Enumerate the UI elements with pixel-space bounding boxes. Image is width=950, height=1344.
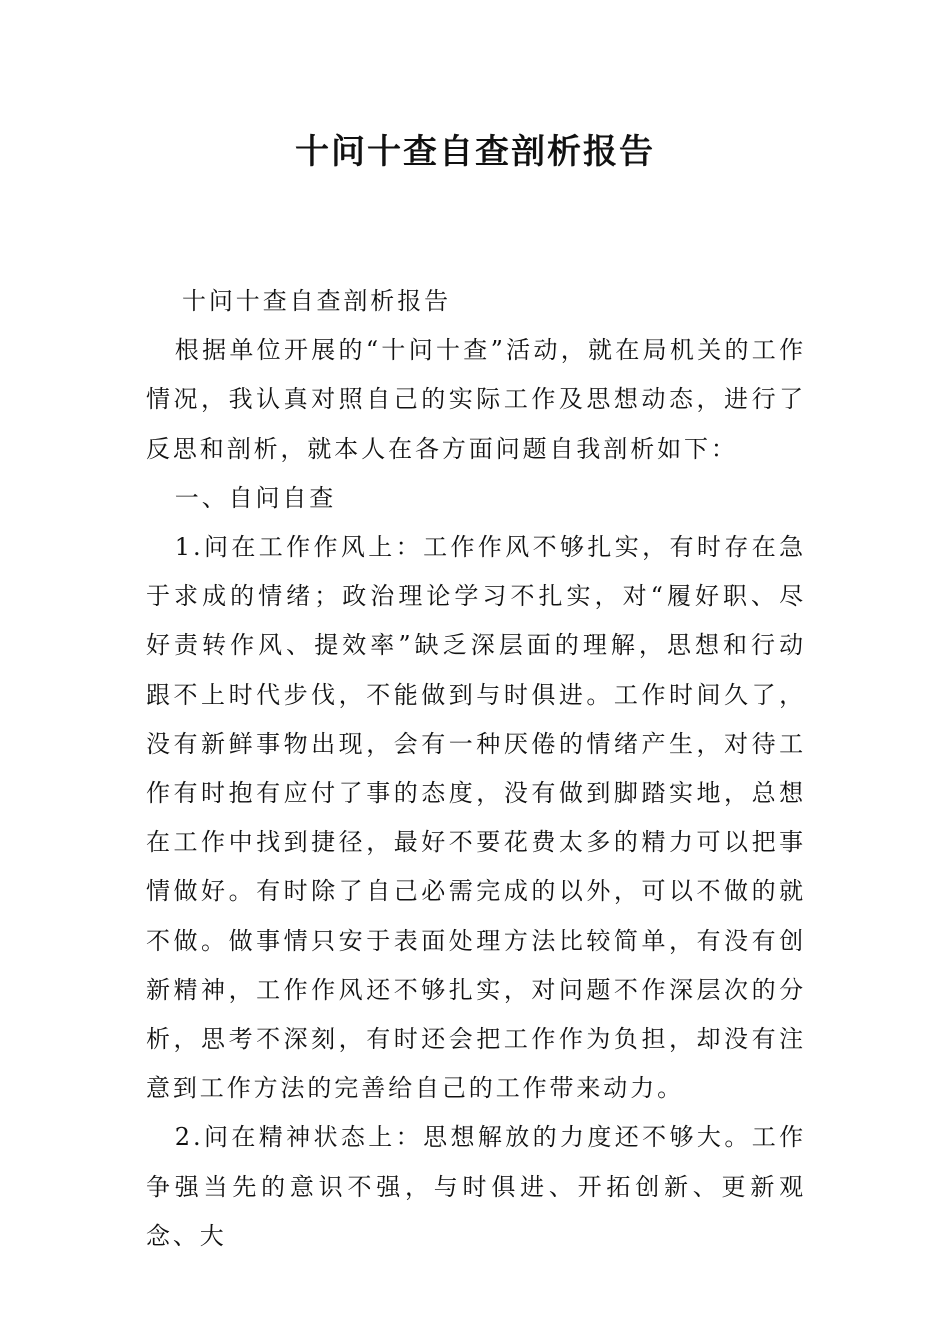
paragraph-mental-state: 2.问在精神状态上：思想解放的力度还不够大。工作争强当先的意识不强，与时俱进、开拓创新、更新观念、大 xyxy=(146,1123,806,1250)
paragraph-work-style: 1.问在工作作风上：工作作风不够扎实，有时存在急于求成的情绪；政治理论学习不扎实，对“履好职、尽好责转作风、提效率”缺乏深层面的理解，思想和行动跟不上时代步伐，不能做到与时俱进。工作时间久了，没有新鲜事物出现，会有一种厌倦的情绪产生，对待工作有时抱有应付了事的态度，没有做到脚踏实地，总想在工作中找到捷径，最好不要花费太多的精力可以把事情做好。有时除了自己必需完成的以外，可以不做的就不做。做事情只安于表面处理方法比较简单，有没有创新精神，工作作风还不够扎实，对问题不作深层次的分析，思考不深刻，有时还会把工作作为负担，却没有注意到工作方法的完善给自己的工作带来动力。 xyxy=(146,533,806,1103)
section-heading: 一、自问自查 xyxy=(174,483,337,512)
document-subtitle: 十问十查自查剖析报告 xyxy=(182,287,451,315)
document-body xyxy=(146,277,806,1261)
intro-paragraph: 根据单位开展的“十问十查”活动，就在局机关的工作情况，我认真对照自己的实际工作及思想动态，进行了反思和剖析，就本人在各方面问题自我剖析如下： xyxy=(146,336,806,463)
document-title: 十问十查自查剖析报告 xyxy=(295,132,655,172)
